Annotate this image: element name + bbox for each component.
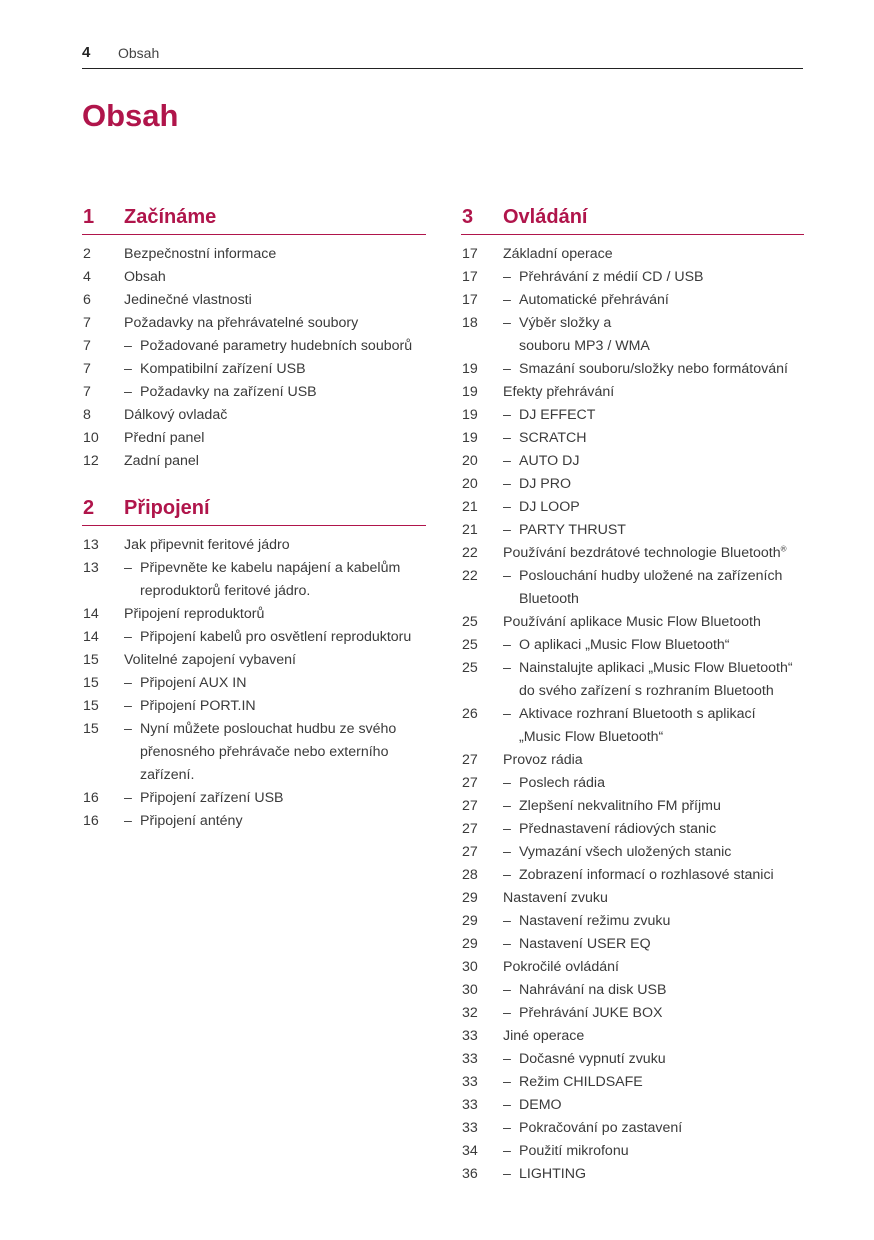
entry-text bbox=[503, 427, 804, 450]
entry-text bbox=[503, 1071, 804, 1094]
entry-page-number: 16 bbox=[83, 813, 99, 829]
dash-bullet: – bbox=[503, 821, 511, 837]
entry-text bbox=[503, 473, 804, 496]
registered-mark: ® bbox=[780, 544, 787, 554]
toc-subentry[interactable] bbox=[461, 979, 804, 1002]
entry-page-number: 16 bbox=[83, 790, 99, 806]
entry-label: Připojení antény bbox=[140, 813, 243, 829]
entry-text bbox=[503, 289, 804, 312]
entry-label: Přední panel bbox=[124, 430, 205, 446]
entry-text-line: Aktivace rozhraní Bluetooth s aplikací bbox=[519, 706, 756, 722]
entry-text bbox=[124, 335, 426, 358]
toc-entry[interactable] bbox=[82, 289, 426, 312]
entry-page-number: 33 bbox=[462, 1120, 478, 1136]
entry-page-number: 28 bbox=[462, 867, 478, 883]
dash-bullet: – bbox=[124, 338, 132, 354]
entry-label: AUTO DJ bbox=[519, 453, 580, 469]
entry-text-line: reproduktorů feritové jádro. bbox=[140, 583, 311, 599]
dash-bullet: – bbox=[503, 775, 511, 791]
entry-page-number: 29 bbox=[462, 890, 478, 906]
toc-entry[interactable] bbox=[461, 749, 804, 772]
dash-bullet: – bbox=[503, 292, 511, 308]
dash-bullet: – bbox=[503, 706, 511, 722]
page-number: 4 bbox=[82, 44, 91, 61]
entry-label: Automatické přehrávání bbox=[519, 292, 669, 308]
entry-label: Bezpečnostní informace bbox=[124, 246, 277, 262]
entry-text bbox=[503, 956, 804, 979]
toc-subentry[interactable] bbox=[82, 695, 426, 718]
toc-subentry[interactable] bbox=[82, 718, 426, 787]
entry-page-number: 27 bbox=[462, 775, 478, 791]
entry-text bbox=[503, 565, 804, 611]
entry-page-number: 17 bbox=[462, 292, 478, 308]
entry-page-number: 7 bbox=[83, 338, 91, 354]
entry-text-line: přenosného přehrávače nebo externího bbox=[140, 744, 389, 760]
dash-bullet: – bbox=[503, 844, 511, 860]
dash-bullet: – bbox=[503, 660, 511, 676]
entry-text bbox=[124, 404, 426, 427]
entry-label: Požadavky na přehrávatelné soubory bbox=[124, 315, 359, 331]
entry-text bbox=[124, 718, 426, 787]
entry-label: Jak připevnit feritové jádro bbox=[124, 537, 290, 553]
entry-text-line: Nyní můžete poslouchat hudbu ze svého bbox=[140, 721, 397, 737]
dash-bullet: – bbox=[503, 798, 511, 814]
dash-bullet: – bbox=[503, 936, 511, 952]
entry-page-number: 20 bbox=[462, 453, 478, 469]
toc-entry[interactable] bbox=[82, 404, 426, 427]
dash-bullet: – bbox=[503, 982, 511, 998]
dash-bullet: – bbox=[124, 813, 132, 829]
toc-subentry[interactable] bbox=[461, 473, 804, 496]
entry-label: DEMO bbox=[519, 1097, 562, 1113]
entry-text bbox=[503, 887, 804, 910]
toc-entry[interactable] bbox=[461, 542, 804, 565]
dash-bullet: – bbox=[503, 867, 511, 883]
entry-page-number: 33 bbox=[462, 1028, 478, 1044]
toc-subentry[interactable] bbox=[461, 358, 804, 381]
toc-subentry[interactable] bbox=[461, 565, 804, 611]
dash-bullet: – bbox=[124, 560, 132, 576]
entry-text bbox=[503, 404, 804, 427]
entry-label: DJ PRO bbox=[519, 476, 572, 492]
entry-text bbox=[503, 1140, 804, 1163]
entry-text-line: „Music Flow Bluetooth“ bbox=[519, 729, 664, 745]
toc-entry[interactable] bbox=[82, 427, 426, 450]
entry-text bbox=[503, 496, 804, 519]
toc-subentry[interactable] bbox=[461, 1117, 804, 1140]
toc-subentry[interactable] bbox=[461, 657, 804, 703]
entry-page-number: 30 bbox=[462, 982, 478, 998]
section-number: 2 bbox=[83, 497, 95, 519]
page-title: Obsah bbox=[82, 98, 179, 133]
entry-text bbox=[124, 289, 426, 312]
toc-entry[interactable] bbox=[461, 956, 804, 979]
entry-label: Efekty přehrávání bbox=[503, 384, 615, 400]
toc-entry[interactable] bbox=[82, 266, 426, 289]
section-title: Začínáme bbox=[124, 206, 217, 228]
entry-page-number: 19 bbox=[462, 361, 478, 377]
dash-bullet: – bbox=[503, 1143, 511, 1159]
entry-label: Kompatibilní zařízení USB bbox=[140, 361, 306, 377]
entry-text bbox=[124, 243, 426, 266]
entry-label: Nahrávání na disk USB bbox=[519, 982, 667, 998]
toc-subentry[interactable] bbox=[461, 1071, 804, 1094]
toc-subentry[interactable] bbox=[461, 841, 804, 864]
section-number: 1 bbox=[83, 206, 95, 228]
entry-page-number: 6 bbox=[83, 292, 91, 308]
toc-entry[interactable] bbox=[82, 649, 426, 672]
toc-subentry[interactable] bbox=[82, 810, 426, 833]
entry-text-line: zařízení. bbox=[140, 767, 195, 783]
entry-label: Připojení kabelů pro osvětlení reproduktoru bbox=[140, 629, 412, 645]
toc-subentry[interactable] bbox=[461, 519, 804, 542]
entry-text bbox=[503, 1048, 804, 1071]
entry-text bbox=[503, 979, 804, 1002]
entry-text-line: souboru MP3 / WMA bbox=[519, 338, 650, 354]
entry-text bbox=[124, 358, 426, 381]
entry-page-number: 25 bbox=[462, 660, 478, 676]
entry-label: Jiné operace bbox=[503, 1028, 585, 1044]
page-header bbox=[82, 44, 803, 69]
entry-text-line: Bluetooth bbox=[519, 591, 579, 607]
dash-bullet: – bbox=[503, 1074, 511, 1090]
dash-bullet: – bbox=[503, 315, 511, 331]
entry-page-number: 15 bbox=[83, 675, 99, 691]
toc-section bbox=[82, 497, 426, 833]
entry-text bbox=[124, 427, 426, 450]
entry-label: Pokračování po zastavení bbox=[519, 1120, 683, 1136]
dash-bullet: – bbox=[124, 698, 132, 714]
entry-label: Pokročilé ovládání bbox=[503, 959, 619, 975]
entry-text bbox=[503, 772, 804, 795]
toc-subentry[interactable] bbox=[461, 864, 804, 887]
toc-subentry[interactable] bbox=[82, 787, 426, 810]
entry-page-number: 36 bbox=[462, 1166, 478, 1182]
entry-page-number: 10 bbox=[83, 430, 99, 446]
entry-page-number: 15 bbox=[83, 698, 99, 714]
entry-text bbox=[503, 1094, 804, 1117]
entry-page-number: 7 bbox=[83, 315, 91, 331]
entry-text-line: do svého zařízení s rozhraním Bluetooth bbox=[519, 683, 774, 699]
dash-bullet: – bbox=[503, 430, 511, 446]
dash-bullet: – bbox=[503, 269, 511, 285]
entry-label: Provoz rádia bbox=[503, 752, 583, 768]
entry-label: Používání aplikace Music Flow Bluetooth bbox=[503, 614, 761, 630]
entry-page-number: 25 bbox=[462, 637, 478, 653]
entry-text bbox=[503, 243, 804, 266]
toc-subentry[interactable] bbox=[461, 1048, 804, 1071]
entry-label: SCRATCH bbox=[519, 430, 587, 446]
entry-text bbox=[503, 910, 804, 933]
dash-bullet: – bbox=[503, 637, 511, 653]
entry-text bbox=[503, 519, 804, 542]
entry-page-number: 21 bbox=[462, 499, 478, 515]
entry-label: Připojení zařízení USB bbox=[140, 790, 284, 806]
dash-bullet: – bbox=[503, 913, 511, 929]
entry-page-number: 7 bbox=[83, 361, 91, 377]
toc-subentry[interactable] bbox=[461, 427, 804, 450]
entry-label: Režim CHILDSAFE bbox=[519, 1074, 643, 1090]
entry-text bbox=[503, 450, 804, 473]
toc-entry[interactable] bbox=[82, 534, 426, 557]
entry-page-number: 34 bbox=[462, 1143, 478, 1159]
toc-subentry[interactable] bbox=[461, 404, 804, 427]
entry-page-number: 22 bbox=[462, 545, 478, 561]
entry-label: Nastavení zvuku bbox=[503, 890, 608, 906]
entry-label: Připojení AUX IN bbox=[140, 675, 247, 691]
entry-text bbox=[124, 534, 426, 557]
entry-text bbox=[124, 266, 426, 289]
entry-page-number: 19 bbox=[462, 407, 478, 423]
entry-page-number: 27 bbox=[462, 844, 478, 860]
entry-page-number: 20 bbox=[462, 476, 478, 492]
toc-subentry[interactable] bbox=[82, 358, 426, 381]
entry-text bbox=[503, 1117, 804, 1140]
toc-subentry[interactable] bbox=[461, 289, 804, 312]
toc-entry[interactable] bbox=[461, 887, 804, 910]
entry-page-number: 25 bbox=[462, 614, 478, 630]
entry-label: Přehrávání z médií CD / USB bbox=[519, 269, 704, 285]
dash-bullet: – bbox=[503, 1097, 511, 1113]
section-title: Ovládání bbox=[503, 206, 588, 228]
entry-text bbox=[124, 381, 426, 404]
dash-bullet: – bbox=[124, 384, 132, 400]
toc-column-left bbox=[82, 206, 426, 857]
toc-subentry[interactable] bbox=[461, 772, 804, 795]
entry-label: Požadavky na zařízení USB bbox=[140, 384, 317, 400]
dash-bullet: – bbox=[503, 476, 511, 492]
entry-label: Nastavení režimu zvuku bbox=[519, 913, 671, 929]
section-number: 3 bbox=[462, 206, 474, 228]
entry-page-number: 17 bbox=[462, 269, 478, 285]
toc-entry[interactable] bbox=[82, 243, 426, 266]
entry-page-number: 26 bbox=[462, 706, 478, 722]
entry-label: Zobrazení informací o rozhlasové stanici bbox=[519, 867, 774, 883]
entry-label: Zlepšení nekvalitního FM příjmu bbox=[519, 798, 721, 814]
entry-page-number: 33 bbox=[462, 1097, 478, 1113]
section-heading[interactable] bbox=[461, 206, 804, 235]
toc-entry[interactable] bbox=[461, 611, 804, 634]
toc-section bbox=[461, 206, 804, 1186]
entry-page-number: 19 bbox=[462, 384, 478, 400]
entry-label: Připojení reproduktorů bbox=[124, 606, 265, 622]
dash-bullet: – bbox=[124, 361, 132, 377]
entry-page-number: 27 bbox=[462, 821, 478, 837]
entry-text bbox=[124, 312, 426, 335]
dash-bullet: – bbox=[503, 453, 511, 469]
entry-text bbox=[503, 611, 804, 634]
entry-label: LIGHTING bbox=[519, 1166, 587, 1182]
entry-text-line: Výběr složky a bbox=[519, 315, 612, 331]
entry-label: Dálkový ovladač bbox=[124, 407, 228, 423]
dash-bullet: – bbox=[124, 629, 132, 645]
entry-page-number: 8 bbox=[83, 407, 91, 423]
entry-label: Smazání souboru/složky nebo formátování bbox=[519, 361, 788, 377]
dash-bullet: – bbox=[124, 790, 132, 806]
entry-label: Poslech rádia bbox=[519, 775, 605, 791]
entry-text bbox=[124, 450, 426, 473]
toc-entry[interactable] bbox=[82, 450, 426, 473]
entry-page-number: 7 bbox=[83, 384, 91, 400]
toc-subentry[interactable] bbox=[82, 672, 426, 695]
entry-page-number: 29 bbox=[462, 913, 478, 929]
toc-entry[interactable] bbox=[82, 603, 426, 626]
section-heading[interactable] bbox=[82, 206, 426, 235]
entry-text bbox=[503, 1002, 804, 1025]
entry-text bbox=[124, 672, 426, 695]
entry-text bbox=[503, 703, 804, 749]
entry-label: Požadované parametry hudebních souborů bbox=[140, 338, 413, 354]
dash-bullet: – bbox=[503, 1166, 511, 1182]
entry-text bbox=[124, 626, 426, 649]
entry-page-number: 22 bbox=[462, 568, 478, 584]
toc-subentry[interactable] bbox=[461, 703, 804, 749]
toc-subentry[interactable] bbox=[82, 557, 426, 603]
dash-bullet: – bbox=[503, 1120, 511, 1136]
entry-label: Nastavení USER EQ bbox=[519, 936, 651, 952]
header-section-title: Obsah bbox=[118, 45, 160, 61]
entry-page-number: 14 bbox=[83, 629, 99, 645]
entry-label: Základní operace bbox=[503, 246, 613, 262]
entry-page-number: 27 bbox=[462, 752, 478, 768]
entry-text bbox=[503, 864, 804, 887]
entry-label: PARTY THRUST bbox=[519, 522, 626, 538]
entry-page-number: 33 bbox=[462, 1051, 478, 1067]
toc-subentry[interactable] bbox=[461, 1094, 804, 1117]
entry-page-number: 13 bbox=[83, 560, 99, 576]
entry-text bbox=[503, 1163, 804, 1186]
entry-page-number: 33 bbox=[462, 1074, 478, 1090]
dash-bullet: – bbox=[503, 1005, 511, 1021]
entry-text bbox=[503, 1025, 804, 1048]
toc-subentry[interactable] bbox=[461, 496, 804, 519]
entry-page-number: 12 bbox=[83, 453, 99, 469]
entry-text bbox=[503, 657, 804, 703]
entry-label: Volitelné zapojení vybavení bbox=[124, 652, 296, 668]
toc-subentry[interactable] bbox=[82, 626, 426, 649]
entry-page-number: 21 bbox=[462, 522, 478, 538]
entry-text-line: Nainstalujte aplikaci „Music Flow Bluetooth“ bbox=[519, 660, 793, 676]
entry-text bbox=[124, 557, 426, 603]
toc-entry[interactable] bbox=[461, 381, 804, 404]
toc-subentry[interactable] bbox=[461, 312, 804, 358]
entry-page-number: 15 bbox=[83, 652, 99, 668]
entry-text bbox=[503, 312, 804, 358]
entry-page-number: 15 bbox=[83, 721, 99, 737]
entry-label: Jedinečné vlastnosti bbox=[124, 292, 252, 308]
section-title: Připojení bbox=[124, 497, 210, 519]
entry-page-number: 18 bbox=[462, 315, 478, 331]
toc-subentry[interactable] bbox=[461, 795, 804, 818]
dash-bullet: – bbox=[503, 499, 511, 515]
entry-page-number: 14 bbox=[83, 606, 99, 622]
toc-subentry[interactable] bbox=[461, 1163, 804, 1186]
toc-subentry[interactable] bbox=[461, 818, 804, 841]
entry-label: Vymazání všech uložených stanic bbox=[519, 844, 732, 860]
entry-page-number: 2 bbox=[83, 246, 91, 262]
dash-bullet: – bbox=[503, 361, 511, 377]
entry-page-number: 19 bbox=[462, 430, 478, 446]
toc-entry[interactable] bbox=[461, 243, 804, 266]
entry-label: DJ LOOP bbox=[519, 499, 580, 515]
dash-bullet: – bbox=[124, 721, 132, 737]
toc-subentry[interactable] bbox=[461, 1140, 804, 1163]
entry-text bbox=[503, 542, 804, 565]
entry-text bbox=[503, 933, 804, 956]
entry-page-number: 29 bbox=[462, 936, 478, 952]
dash-bullet: – bbox=[503, 407, 511, 423]
toc-column-right bbox=[461, 206, 804, 1210]
toc-subentry[interactable] bbox=[82, 335, 426, 358]
entry-label: Dočasné vypnutí zvuku bbox=[519, 1051, 666, 1067]
toc-section bbox=[82, 206, 426, 473]
toc-subentry[interactable] bbox=[461, 634, 804, 657]
toc-subentry[interactable] bbox=[461, 266, 804, 289]
entry-text bbox=[503, 381, 804, 404]
entry-text-line: Připevněte ke kabelu napájení a kabelům bbox=[140, 560, 401, 576]
dash-bullet: – bbox=[124, 675, 132, 691]
toc-subentry[interactable] bbox=[461, 450, 804, 473]
toc-entry[interactable] bbox=[461, 1025, 804, 1048]
entry-label: Obsah bbox=[124, 269, 166, 285]
entry-text bbox=[503, 795, 804, 818]
toc-subentry[interactable] bbox=[461, 1002, 804, 1025]
entry-page-number: 32 bbox=[462, 1005, 478, 1021]
entry-text bbox=[124, 695, 426, 718]
entry-label: DJ EFFECT bbox=[519, 407, 596, 423]
toc-subentry[interactable] bbox=[461, 933, 804, 956]
entry-text bbox=[503, 749, 804, 772]
toc-subentry[interactable] bbox=[82, 381, 426, 404]
entry-text-line: Poslouchání hudby uložené na zařízeních bbox=[519, 568, 783, 584]
toc-entry[interactable] bbox=[82, 312, 426, 335]
entry-label: Připojení PORT.IN bbox=[140, 698, 256, 714]
entry-text bbox=[124, 787, 426, 810]
dash-bullet: – bbox=[503, 1051, 511, 1067]
entry-page-number: 30 bbox=[462, 959, 478, 975]
entry-text bbox=[503, 358, 804, 381]
entry-label: Zadní panel bbox=[124, 453, 199, 469]
entry-label: Použití mikrofonu bbox=[519, 1143, 629, 1159]
entry-label: O aplikaci „Music Flow Bluetooth“ bbox=[519, 637, 730, 653]
entry-page-number: 13 bbox=[83, 537, 99, 553]
entry-label: Přehrávání JUKE BOX bbox=[519, 1005, 663, 1021]
entry-label: Používání bezdrátové technologie Bluetooth bbox=[503, 545, 781, 561]
entry-text bbox=[503, 266, 804, 289]
entry-page-number: 27 bbox=[462, 798, 478, 814]
entry-text bbox=[124, 603, 426, 626]
entry-page-number: 4 bbox=[83, 269, 91, 285]
dash-bullet: – bbox=[503, 522, 511, 538]
toc-subentry[interactable] bbox=[461, 910, 804, 933]
entry-text bbox=[503, 818, 804, 841]
entry-page-number: 17 bbox=[462, 246, 478, 262]
entry-text bbox=[503, 841, 804, 864]
entry-label: Přednastavení rádiových stanic bbox=[519, 821, 717, 837]
entry-text bbox=[124, 810, 426, 833]
entry-text bbox=[124, 649, 426, 672]
entry-text bbox=[503, 634, 804, 657]
section-heading[interactable] bbox=[82, 497, 426, 526]
dash-bullet: – bbox=[503, 568, 511, 584]
